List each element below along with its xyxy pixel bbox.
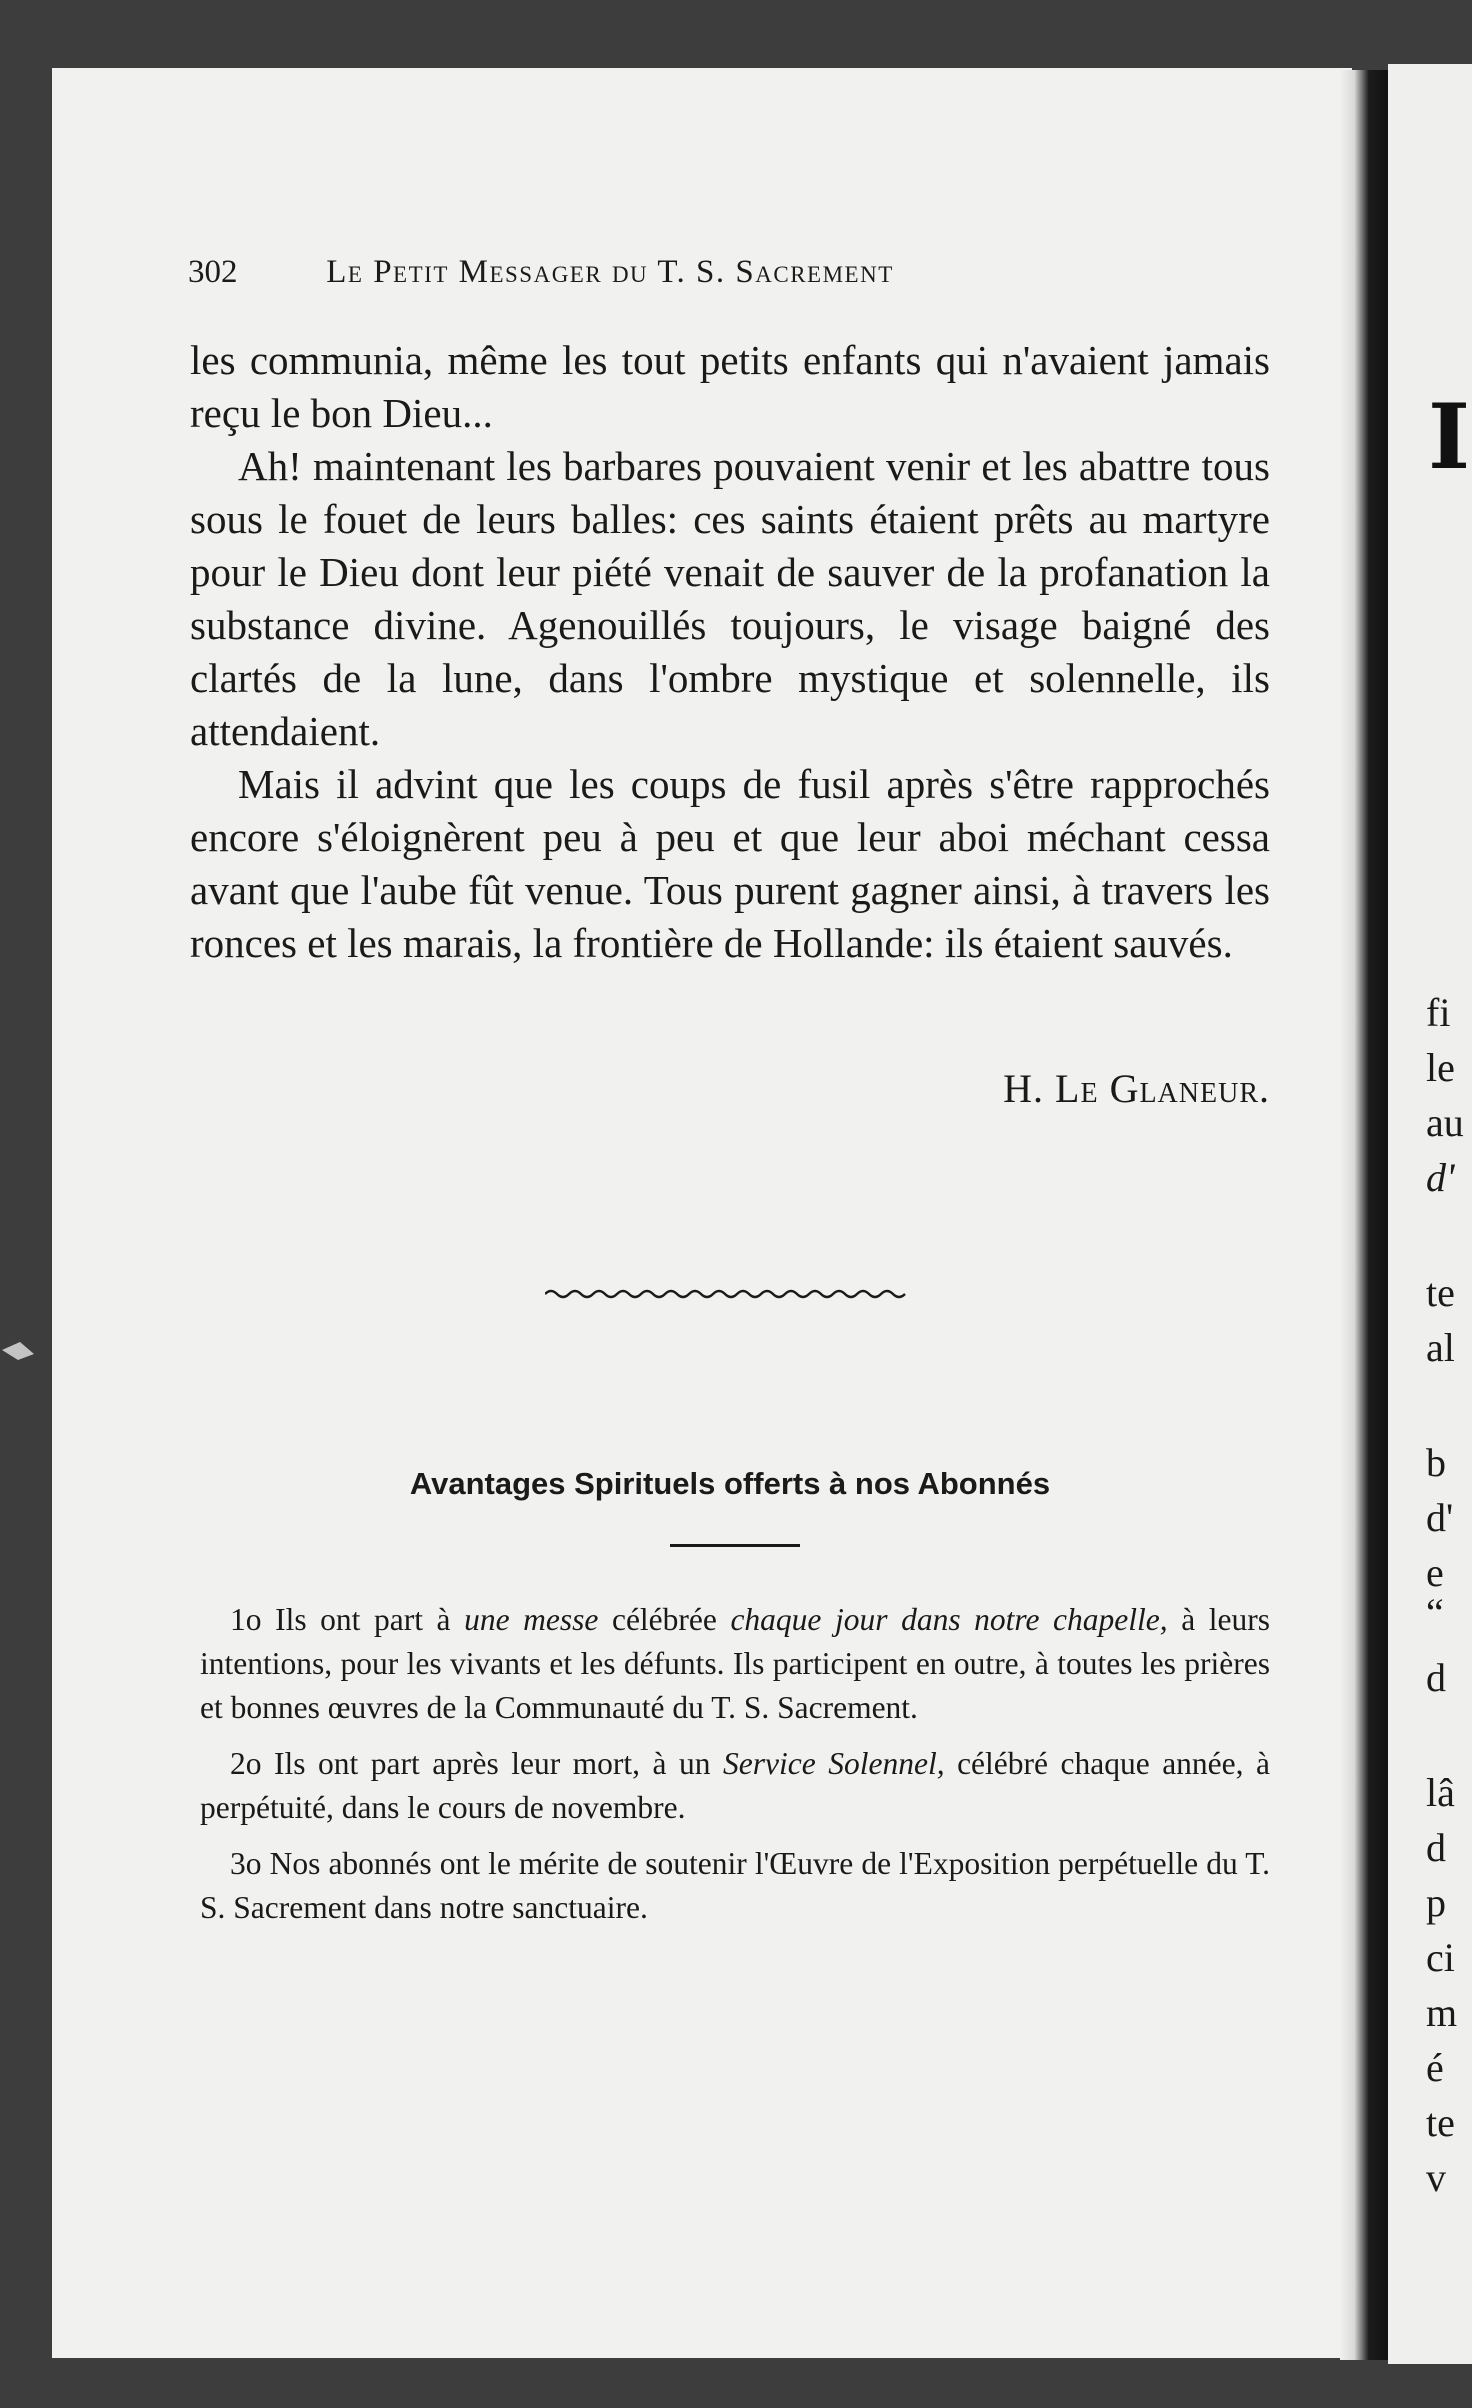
benefit-emphasis: Service Solennel, — [723, 1746, 945, 1781]
fragment: d — [1426, 1655, 1446, 1700]
benefit-text: célébré chaque année, à perpétuité, dans le cours de novembre. — [200, 1746, 1270, 1825]
fragment: “ — [1426, 1590, 1444, 1635]
benefit-item — [200, 1742, 1270, 1830]
fragment: te — [1426, 2100, 1455, 2145]
fragment: ci — [1426, 1935, 1455, 1980]
article-paragraph: Mais il advint que les coups de fusil après s'être rapprochés encore s'éloignèrent peu à peu et que leur aboi méchant cessa avant que l'aube fût venue. Tous purent gagner ainsi, à travers les ronces et les marais, la frontière de Hollande: ils étaient sauvés. — [190, 761, 1270, 966]
fragment: lâ — [1426, 1770, 1455, 1815]
fragment: b — [1426, 1440, 1446, 1485]
page-number: 302 — [188, 254, 238, 290]
benefit-text: Ils ont part à — [275, 1602, 465, 1637]
book-gutter — [1340, 70, 1388, 2360]
running-title: Le Petit Messager du T. S. Sacrement — [326, 254, 894, 290]
fragment: au — [1426, 1100, 1464, 1145]
fragment: é — [1426, 2045, 1444, 2090]
fragment: te — [1426, 1270, 1455, 1315]
article-signature: H. Le Glaneur. — [1003, 1066, 1270, 1111]
fragment: v — [1426, 2155, 1446, 2200]
facing-page-fragments — [1388, 64, 1472, 2364]
wavy-divider-ornament — [545, 1284, 915, 1304]
fragment: m — [1426, 1990, 1458, 2035]
scan-artifact — [0, 1320, 50, 1380]
fragment: e — [1426, 1550, 1444, 1595]
article-paragraph: les communia, même les tout petits enfants qui n'avaient jamais reçu le bon Dieu... — [190, 337, 1270, 436]
article-body — [190, 334, 1270, 970]
benefit-item — [200, 1842, 1270, 1930]
benefit-emphasis: une messe — [464, 1602, 599, 1637]
benefit-number: 1o — [230, 1602, 262, 1637]
benefit-text: Nos abonnés ont le mérite de soutenir l'Œuvre de l'Exposition perpétuelle du T. S. Sacrement dans notre sanctuaire. — [200, 1846, 1270, 1925]
fragment: d — [1426, 1825, 1446, 1870]
fragment: le — [1426, 1045, 1455, 1090]
article-paragraph: Ah! maintenant les barbares pouvaient venir et les abattre tous sous le fouet de leurs balles: ces saints étaient prêts au martyre pour le Dieu dont leur piété venait de sauver de la profanation la substance divine. Agenouillés toujours, le visage baigné des clartés de la lune, dans l'ombre mystique et solennelle, ils attendaient. — [190, 443, 1270, 754]
facing-page-initial: I — [1428, 384, 1471, 490]
benefit-text: célébrée — [598, 1602, 731, 1637]
benefit-number: 3o — [230, 1846, 262, 1881]
benefit-item — [200, 1598, 1270, 1730]
section-title: Avantages Spirituels offerts à nos Abonnés — [409, 1466, 1051, 1501]
title-underline — [670, 1544, 800, 1547]
benefit-text: à leurs intentions, pour les vivants et les défunts. Ils participent en outre, à toutes les prières et bonnes œuvres de la Communauté du T. S. Sacrement. — [200, 1602, 1271, 1725]
fragment: p — [1426, 1880, 1446, 1925]
fragment: d' — [1426, 1495, 1454, 1540]
fragment: al — [1426, 1325, 1455, 1370]
benefits-list — [200, 1598, 1270, 1942]
facing-page-edge — [1388, 64, 1472, 2364]
running-head — [188, 254, 1108, 291]
benefit-number: 2o — [230, 1746, 262, 1781]
benefit-text: Ils ont part après leur mort, à un — [274, 1746, 724, 1781]
benefit-emphasis: chaque jour dans notre chapelle, — [730, 1602, 1168, 1637]
fragment: d' — [1426, 1155, 1455, 1200]
fragment: fi — [1426, 990, 1451, 1035]
